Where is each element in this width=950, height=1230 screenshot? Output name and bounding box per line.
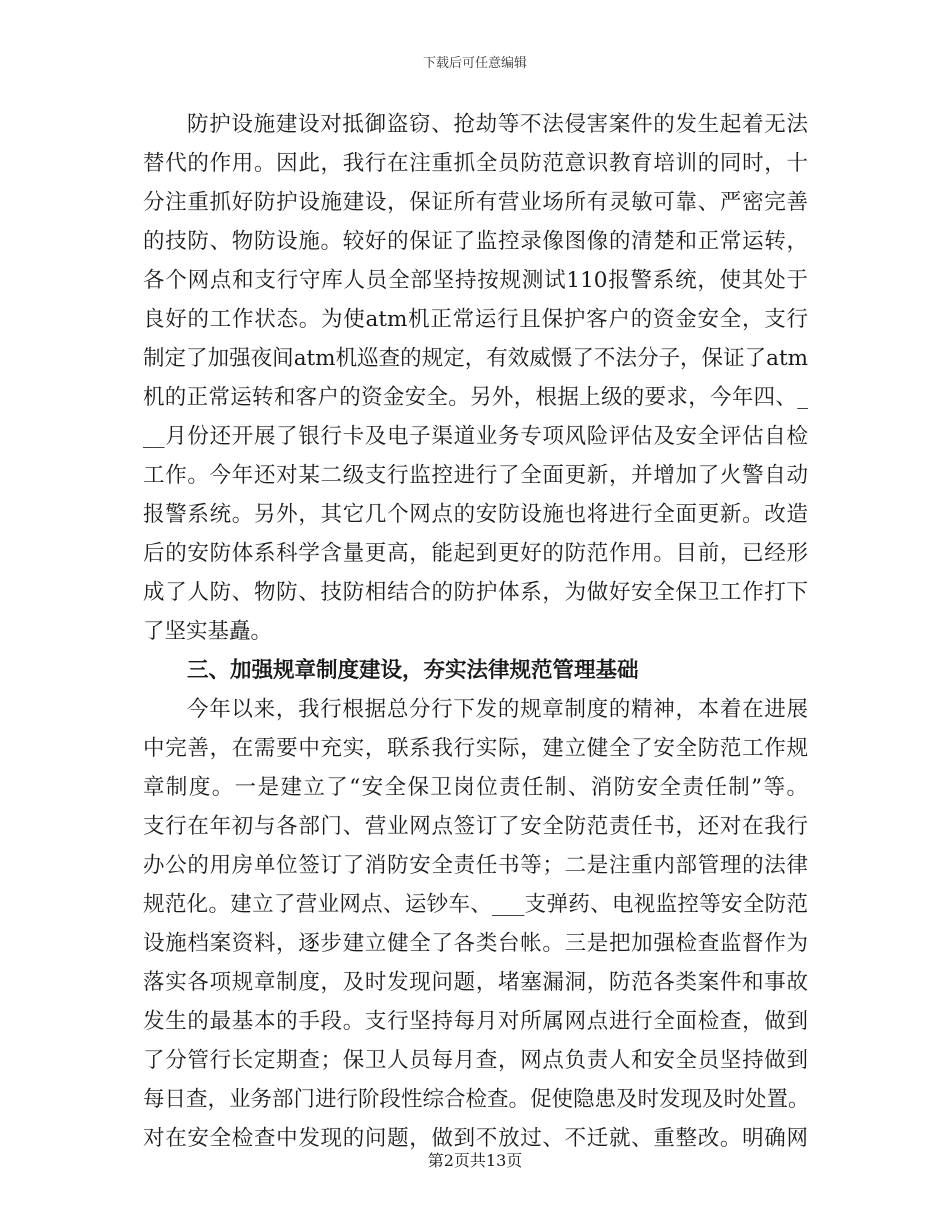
text-line: 发生的最基本的手段。支行坚持每月对所属网点进行全面检查，做到 (143, 1009, 808, 1034)
text-line: 支行在年初与各部门、营业网点签订了安全防范责任书，还对在我行 (143, 814, 808, 839)
text-line: 的技防、物防设施。较好的保证了监控录像图像的清楚和正常运转， (143, 229, 808, 254)
text-line: 章制度。一是建立了“安全保卫岗位责任制、消防安全责任制”等。 (143, 775, 808, 800)
text-line: 规范化。建立了营业网点、运钞车、___支弹药、电视监控等安全防范 (143, 892, 808, 917)
text-line: 中完善，在需要中充实，联系我行实际，建立健全了安全防范工作规 (143, 736, 808, 761)
text-line: 良好的工作状态。为使atm机正常运行且保护客户的资金安全，支行 (143, 307, 808, 332)
text-line: 落实各项规章制度，及时发现问题，堵塞漏洞，防范各类案件和事故 (143, 970, 808, 995)
text-line: __月份还开展了银行卡及电子渠道业务专项风险评估及安全评估自检 (143, 424, 808, 449)
text-line: 分注重抓好防护设施建设，保证所有营业场所有灵敏可靠、严密完善 (143, 190, 808, 215)
section-heading: 三、加强规章制度建设，夯实法律规范管理基础 (187, 658, 639, 683)
text-line: 工作。今年还对某二级支行监控进行了全面更新，并增加了火警自动 (143, 463, 808, 488)
text-line: 今年以来，我行根据总分行下发的规章制度的精神，本着在进展 (187, 697, 808, 722)
text-line: 制定了加强夜间atm机巡查的规定，有效威慑了不法分子，保证了atm (143, 346, 808, 371)
document-body (143, 105, 808, 1158)
page-header-note: 下载后可任意编辑 (422, 56, 527, 71)
text-line: 报警系统。另外，其它几个网点的安防设施也将进行全面更新。改造 (143, 502, 808, 527)
text-line: 了坚实基矗。 (143, 619, 273, 644)
text-line: 后的安防体系科学含量更高，能起到更好的防范作用。目前，已经形 (143, 541, 808, 566)
text-line: 设施档案资料，逐步建立健全了各类台帐。三是把加强检查监督作为 (143, 931, 808, 956)
page-number: 第2页共13页 (427, 1151, 523, 1170)
text-line: 防护设施建设对抵御盗窃、抢劫等不法侵害案件的发生起着无法 (187, 112, 808, 137)
text-line: 了分管行长定期查；保卫人员每月查，网点负责人和安全员坚持做到 (143, 1048, 808, 1073)
text-line: 每日查，业务部门进行阶段性综合检查。促使隐患及时发现及时处置。 (143, 1087, 810, 1112)
text-line: 对在安全检查中发现的问题，做到不放过、不迁就、重整改。明确网 (143, 1126, 808, 1151)
text-line: 机的正常运转和客户的资金安全。另外，根据上级的要求，今年四、_ (143, 385, 808, 410)
text-line: 办公的用房单位签订了消防安全责任书等；二是注重内部管理的法律 (143, 853, 808, 878)
text-line: 替代的作用。因此，我行在注重抓全员防范意识教育培训的同时，十 (143, 151, 808, 176)
text-line: 各个网点和支行守库人员全部坚持按规测试110报警系统，使其处于 (143, 268, 808, 293)
text-line: 成了人防、物防、技防相结合的防护体系，为做好安全保卫工作打下 (143, 580, 808, 605)
